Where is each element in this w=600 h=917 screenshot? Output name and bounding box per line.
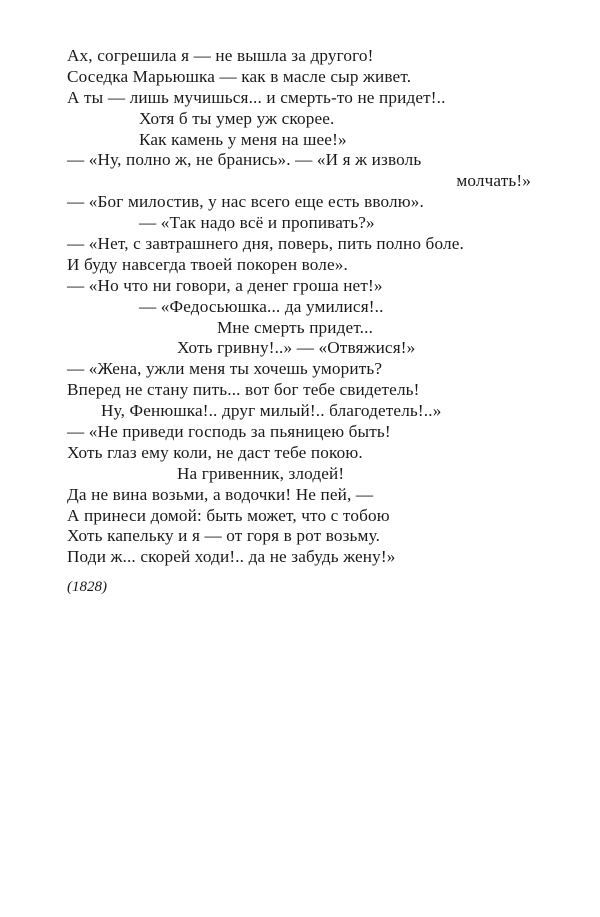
- poem-line: Хоть глаз ему коли, не даст тебе покою.: [67, 442, 363, 462]
- poem-line: молчать!»: [456, 171, 531, 191]
- poem-line: — «Федосьюшка... да умилися!..: [139, 296, 384, 316]
- poem-date: (1828): [67, 579, 107, 596]
- poem-line: Ну, Фенюшка!.. друг милый!.. благодетель!..»: [101, 401, 442, 421]
- poem-line: Вперед не стану пить... вот бог тебе свидетель!: [67, 380, 420, 400]
- poem-line: А ты — лишь мучишься... и смерть-то не придет!..: [67, 87, 446, 107]
- poem-line: — «Нет, с завтрашнего дня, поверь, пить полно боле.: [67, 234, 464, 254]
- poem-line: — «Но что ни говори, а денег гроша нет!»: [67, 275, 383, 295]
- poem-line: Как камень у меня на шее!»: [139, 129, 347, 149]
- poem-line: Да не вина возьми, а водочки! Не пей, —: [67, 484, 374, 504]
- poem-line: — «Ну, полно ж, не бранись». — «И я ж изволь: [67, 150, 422, 170]
- poem-line: Хотя б ты умер уж скорее.: [139, 108, 335, 128]
- poem-line: Хоть гривну!..» — «Отвяжися!»: [177, 338, 416, 358]
- poem-line: А принеси домой: быть может, что с тобою: [67, 505, 390, 525]
- poem-line: — «Бог милостив, у нас всего еще есть вволю».: [67, 192, 424, 212]
- poem-line: Ах, согрешила я — не вышла за другого!: [67, 46, 374, 65]
- poem-page: [67, 46, 531, 597]
- poem-line: — «Не приведи господь за пьяницею быть!: [67, 422, 391, 442]
- poem-line: Мне смерть придет...: [217, 317, 374, 337]
- poem-line: — «Жена, ужли меня ты хочешь уморить?: [67, 359, 383, 379]
- poem-line: Поди ж... скорей ходи!.. да не забудь жену!»: [67, 547, 396, 567]
- poem-line: На гривенник, злодей!: [177, 463, 345, 483]
- poem-line: — «Так надо всё и пропивать?»: [139, 213, 375, 233]
- poem-line: И буду навсегда твоей покорен воле».: [67, 254, 348, 274]
- poem-line: Хоть капельку и я — от горя в рот возьму.: [67, 526, 381, 546]
- poem-line: Соседка Марьюшка — как в масле сыр живет.: [67, 66, 412, 86]
